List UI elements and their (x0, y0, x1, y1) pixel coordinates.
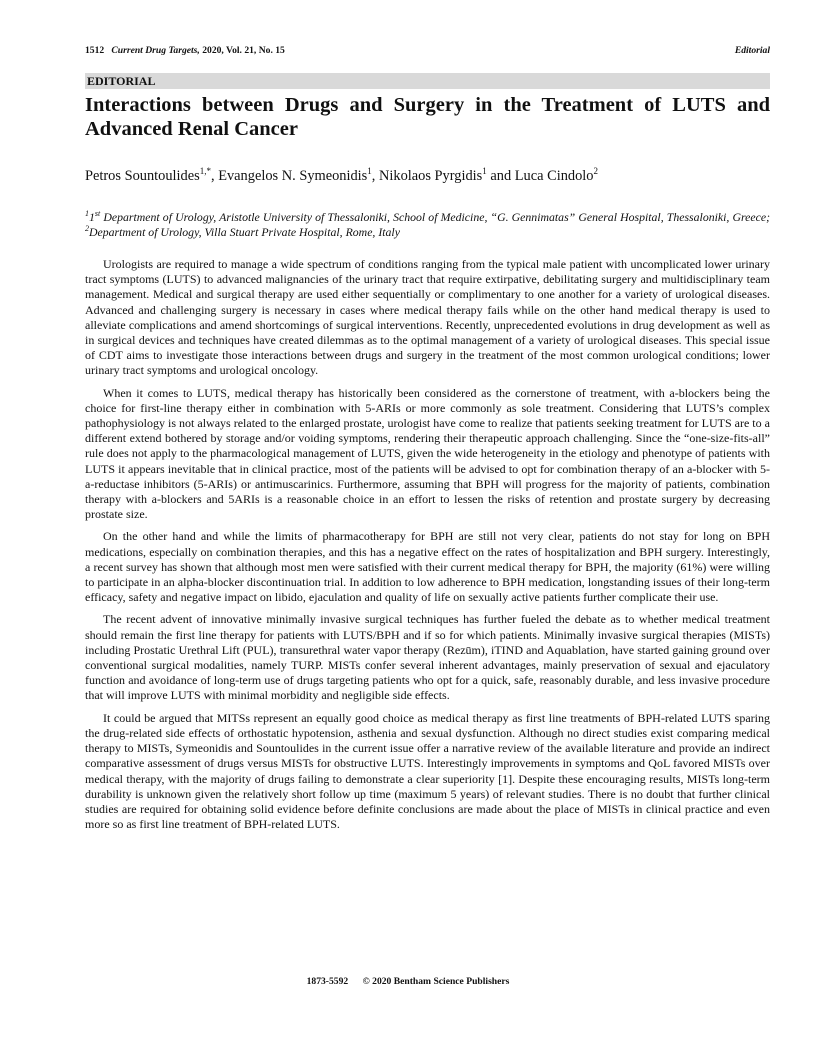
affiliations (85, 210, 770, 240)
body-paragraph: On the other hand and while the limits of pharmacotherapy for BPH are still not very clear, patients do not stay for long on BPH medications, especially on combination therapies, and this has a negative effect on the rates of hospitalization and BPH surgery. Interestingly, a recent survey has shown that although most men were satisfied with their current medical therapy for BPH, the majority (61%) were willing to participate in an alpha-blocker discontinuation trial. In addition to low adherence to BPH medication, longstanding issues of their long-term efficacy, safety and negative impact on libido, ejaculation and quality of life on sexually active patients further complicate their use. (85, 529, 770, 605)
author-name: Nikolaos Pyrgidis (378, 168, 483, 184)
running-head-left (85, 45, 285, 56)
running-head-section: Editorial (734, 45, 770, 56)
affiliation-text: Department of Urology, Villa Stuart Private Hospital, Rome, Italy (89, 225, 400, 239)
author-list (85, 167, 770, 185)
article-page (85, 45, 770, 839)
page-footer (0, 976, 816, 987)
issn: 1873-5592 (306, 976, 349, 987)
author-name: Evangelos N. Symeonidis (218, 168, 368, 184)
journal-name: Current Drug Targets, (111, 45, 200, 56)
author-affiliation-mark: 1 (367, 166, 372, 177)
journal-citation: 2020, Vol. 21, No. 15 (202, 45, 285, 56)
author-name: Luca Cindolo (514, 168, 594, 184)
page-number: 1512 (85, 45, 105, 56)
section-label: EDITORIAL (85, 73, 770, 89)
affiliation-text: Department of Urology, Aristotle University of Thessaloniki, School of Medicine, “G. Gennimatas” General Hospital, Thessaloniki, Greece; (100, 210, 770, 224)
affiliation-ordinal: st (94, 209, 101, 219)
author-separator: , (210, 168, 219, 184)
author-affiliation-mark: 2 (593, 166, 598, 177)
body-paragraph: It could be argued that MITSs represent an equally good choice as medical therapy as first line treatments of BPH-related LUTS sparing the drug-related side effects of orthostatic hypotension, asthenia and sexual dysfunction. Although no direct studies exist comparing medical therapy to MISTs, Symeonidis and Sountoulides in the current issue offer a narrative review of the available literature and provide an indirect comparative assessment of drugs versus MISTs for obstructive LUTS. Interestingly improvements in symptoms and QoL favored MISTs over medical therapy, with the majority of drugs failing to demonstrate a clear superiority [1]. Despite these encouraging results, MISTs long-term durability is unknown given the relatively short follow up time (maximum 5 years) of relevant studies. There is no doubt that further clinical studies are required for obtaining solid evidence before definite conclusions are made about the place of MISTs in clinical practice and even more so as first line treatment of BPH-related LUTS. (85, 710, 770, 832)
body-paragraph: When it comes to LUTS, medical therapy has historically been considered as the cornerstone of treatment, with a-blockers being the choice for first-line therapy either in combination with 5-ARIs or more commonly as sole treatment. Considering that LUTS’s complex pathophysiology is not always related to the enlarged prostate, urologist have come to realize that patients seeking treatment for LUTS are to a different extend bothered by storage and/or voiding symptoms, rendering their therapeutic approach challenging. Since the “one-size-fits-all” rule does not apply to the pharmacological management of LUTS, given the wide heterogeneity in the etiology and phenotype of patients with LUTS it appears inevitable that in clinical practice, most of the patients will be advised to opt for combination therapy of an a-blocker with 5-a-reductase inhibitors (5-ARIs) or antimuscarinics. Furthermore, assuming that BPH will progress for the majority of patients, combination therapy with a-blockers and 5ARIs is a reasonable choice in an effort to lessen the risks of retention and prostate surgery by decreasing prostate size. (85, 385, 770, 522)
author-name: Petros Sountoulides (85, 168, 200, 184)
running-head (85, 45, 770, 61)
article-title: Interactions between Drugs and Surgery in the Treatment of LUTS and Advanced Renal Cancer (85, 94, 770, 140)
affiliation-mark: 1 (85, 209, 89, 219)
copyright: © 2020 Bentham Science Publishers (362, 976, 510, 987)
author-affiliation-mark: 1 (482, 166, 487, 177)
author-affiliation-mark: 1,* (199, 166, 211, 177)
affiliation-number: 1 (89, 210, 95, 224)
body-paragraph: Urologists are required to manage a wide spectrum of conditions ranging from the typical male patient with uncomplicated lower urinary tract symptoms (LUTS) to advanced malignancies of the urinary tract that require extirpative, debilitating surgery and multidisciplinary team management. Medical and surgical therapy are used either sequentially or complimentary to one another for a variety of urological diseases. Advanced and challenging surgery is necessary in cases where medical therapy fails while on the other hand medical therapy is used to alleviate complications and amend shortcomings of surgical interventions. Recently, unprecedented evolutions in drug development as well as in surgical devices and techniques have created dilemmas as to the optimal management of a variety of urological diseases. This special issue of CDT aims to investigate those interactions between drugs and surgery in the treatment of the most common urological conditions; lower urinary tract symptoms and urological oncology. (85, 257, 770, 378)
article-body (85, 257, 770, 832)
body-paragraph: The recent advent of innovative minimally invasive surgical techniques has further fueled the debate as to whether medical treatment should remain the first line therapy for patients with LUTS/BPH and if so for which patients. Minimally invasive surgical therapies (MISTs) including Prostatic Urethral Lift (PUL), transurethral water vapor therapy (Rezūm), iTIND and Aquablation, have started gaining ground over conventional surgical modalities, namely TURP. MISTs confer several inherent advantages, mainly preservation of sexual and ejaculatory function and avoidance of long-term use of drugs targeting patients who opt for a quick, safe, reasonably durable, and less invasive procedure that will improve LUTS with minimal morbidity and negligible side effects. (85, 612, 770, 703)
affiliation-mark: 2 (85, 224, 89, 234)
author-separator: , (371, 168, 379, 184)
author-separator: and (486, 168, 515, 184)
